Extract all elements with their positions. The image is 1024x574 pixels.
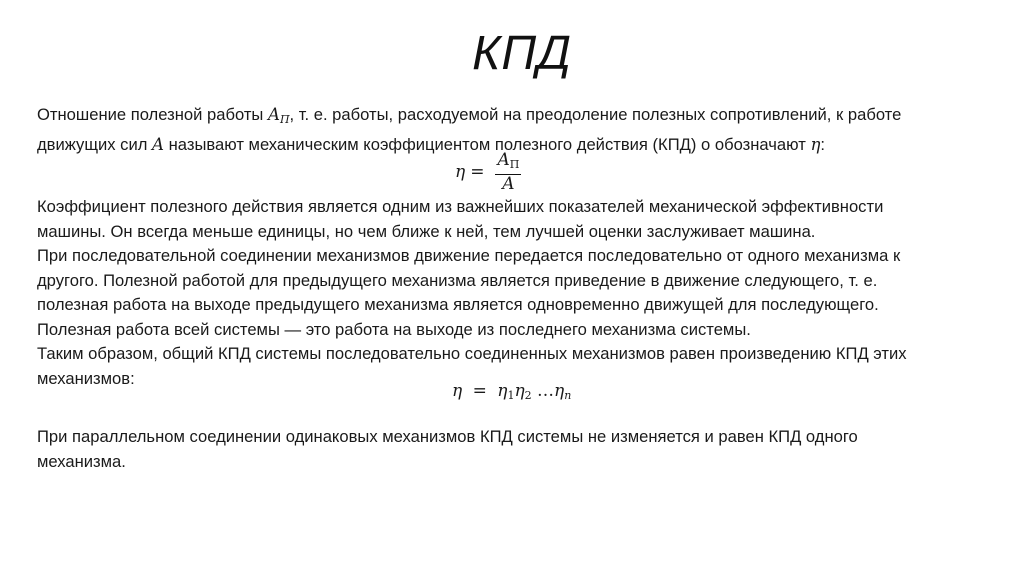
- body-line: механизмов:: [37, 368, 135, 388]
- body-line: При последовательной соединении механизмов движение передается последовательно от одного механизма к: [37, 246, 901, 265]
- fraction: [495, 151, 521, 194]
- formula-lhs: η: [452, 381, 463, 401]
- sub-2: 2: [524, 389, 532, 402]
- fraction-numerator: [495, 151, 521, 175]
- slide-title: КПД: [472, 27, 572, 80]
- eta-2: η: [514, 381, 525, 401]
- num-sub: П: [509, 157, 520, 171]
- body-line: Полезная работа всей системы — это работа на выходе из последнего механизма системы.: [37, 319, 751, 339]
- body-line: При параллельном соединении одинаковых механизмов КПД системы не изменяется и равен КПД одного: [37, 427, 858, 446]
- slide-body: [37, 103, 987, 157]
- sub-n: n: [564, 389, 572, 402]
- math-sub-P: П: [279, 113, 290, 126]
- math-var-eta: η: [810, 134, 821, 154]
- formula-equals: =: [470, 162, 485, 182]
- text: называют механическим коэффициентом полезного действия (КПД) о обозначают: [164, 134, 811, 154]
- body-line: механизма.: [37, 451, 126, 471]
- text: , т. е. работы, расходуемой на преодоление полезных сопротивлений, к работе: [289, 105, 902, 124]
- body-line: Таким образом, общий КПД системы последовательно соединенных механизмов равен произведению КПД этих: [37, 344, 907, 363]
- formula-series-efficiency: [452, 381, 571, 402]
- num-var: A: [497, 149, 510, 170]
- body-line: полезная работа на выходе предыдущего механизма является одновременно движущей для последующего.: [37, 295, 879, 314]
- math-var-A: A: [267, 105, 280, 124]
- math-var-A: A: [152, 134, 165, 154]
- eta-n: η: [554, 381, 565, 401]
- sub-1: 1: [507, 389, 515, 402]
- final-paragraph: [37, 425, 987, 474]
- formula-lhs: η: [455, 162, 466, 182]
- ellipsis: …: [531, 381, 555, 401]
- fraction-denominator: A: [502, 173, 515, 194]
- paragraph1-line1: [37, 103, 987, 133]
- body-line: Коэффициент полезного действия является одним из важнейших показателей механической эффективности: [37, 197, 884, 216]
- slide-body-2: [37, 195, 987, 391]
- formula-equals: =: [472, 381, 487, 401]
- formula-efficiency: [455, 150, 521, 194]
- text: :: [820, 134, 826, 154]
- text: Отношение полезной работы: [37, 105, 268, 124]
- text: движущих сил: [37, 134, 153, 154]
- eta-1: η: [497, 381, 508, 401]
- body-line: другого. Полезной работой для предыдущего механизма является приведение в движение следующего, т. е.: [37, 270, 878, 290]
- body-line: машины. Он всегда меньше единицы, но чем ближе к ней, тем лучшей оценки заслуживает машина.: [37, 221, 816, 241]
